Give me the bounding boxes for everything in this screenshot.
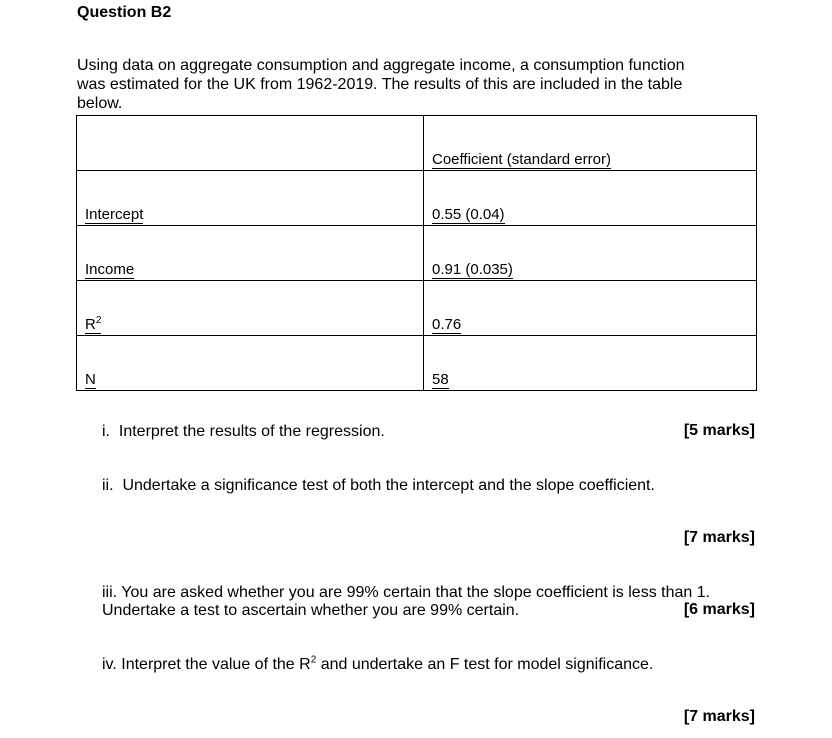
part-number: ii. (102, 477, 114, 494)
row-value-r-squared: 0.76 (424, 281, 757, 336)
marks-part-i: [5 marks] (683, 422, 755, 439)
marks-part-ii: [7 marks] (683, 529, 755, 546)
regression-results-table (76, 115, 757, 391)
header-cell-coefficient: Coefficient (standard error) (424, 116, 757, 171)
intro-line: below. (77, 95, 123, 112)
row-label-r-squared: $R^2$ (77, 281, 424, 336)
question-intro (77, 56, 767, 113)
part-number: i. (102, 423, 110, 440)
part-iii-line1: iii. You are asked whether you are 99% certain that the slope coefficient is less than 1. (102, 584, 711, 601)
part-text: Interpret the results of the regression. (118, 423, 385, 440)
row-label-income: Income (77, 226, 424, 281)
table-row (77, 336, 757, 391)
row-label-intercept: Intercept (77, 171, 424, 226)
table-row (77, 171, 757, 226)
part-iv: iv. Interpret the value of the $R^2$ and undertake an F test for model significance. (102, 654, 654, 673)
row-label-n: N (77, 336, 424, 391)
row-value-income: 0.91 (0.035) (424, 226, 757, 281)
row-value-n: 58 (424, 336, 757, 391)
part-iii-line2: Undertake a test to ascertain whether you are 99% certain. (102, 602, 520, 619)
part-i (102, 422, 385, 441)
table-row (77, 281, 757, 336)
marks-part-iii: [6 marks] (683, 601, 755, 618)
part-ii (102, 476, 655, 495)
intro-line: Using data on aggregate consumption and aggregate income, a consumption function (77, 57, 685, 74)
intro-line: was estimated for the UK from 1962-2019. The results of this are included in the table (77, 76, 683, 93)
table-row (77, 226, 757, 281)
part-text: Undertake a significance test of both the intercept and the slope coefficient. (122, 477, 655, 494)
table-header-row (77, 116, 757, 171)
marks-part-iv: [7 marks] (683, 708, 755, 725)
header-cell-empty (77, 116, 424, 171)
question-title: Question B2 (77, 4, 172, 21)
row-value-intercept: 0.55 (0.04) (424, 171, 757, 226)
